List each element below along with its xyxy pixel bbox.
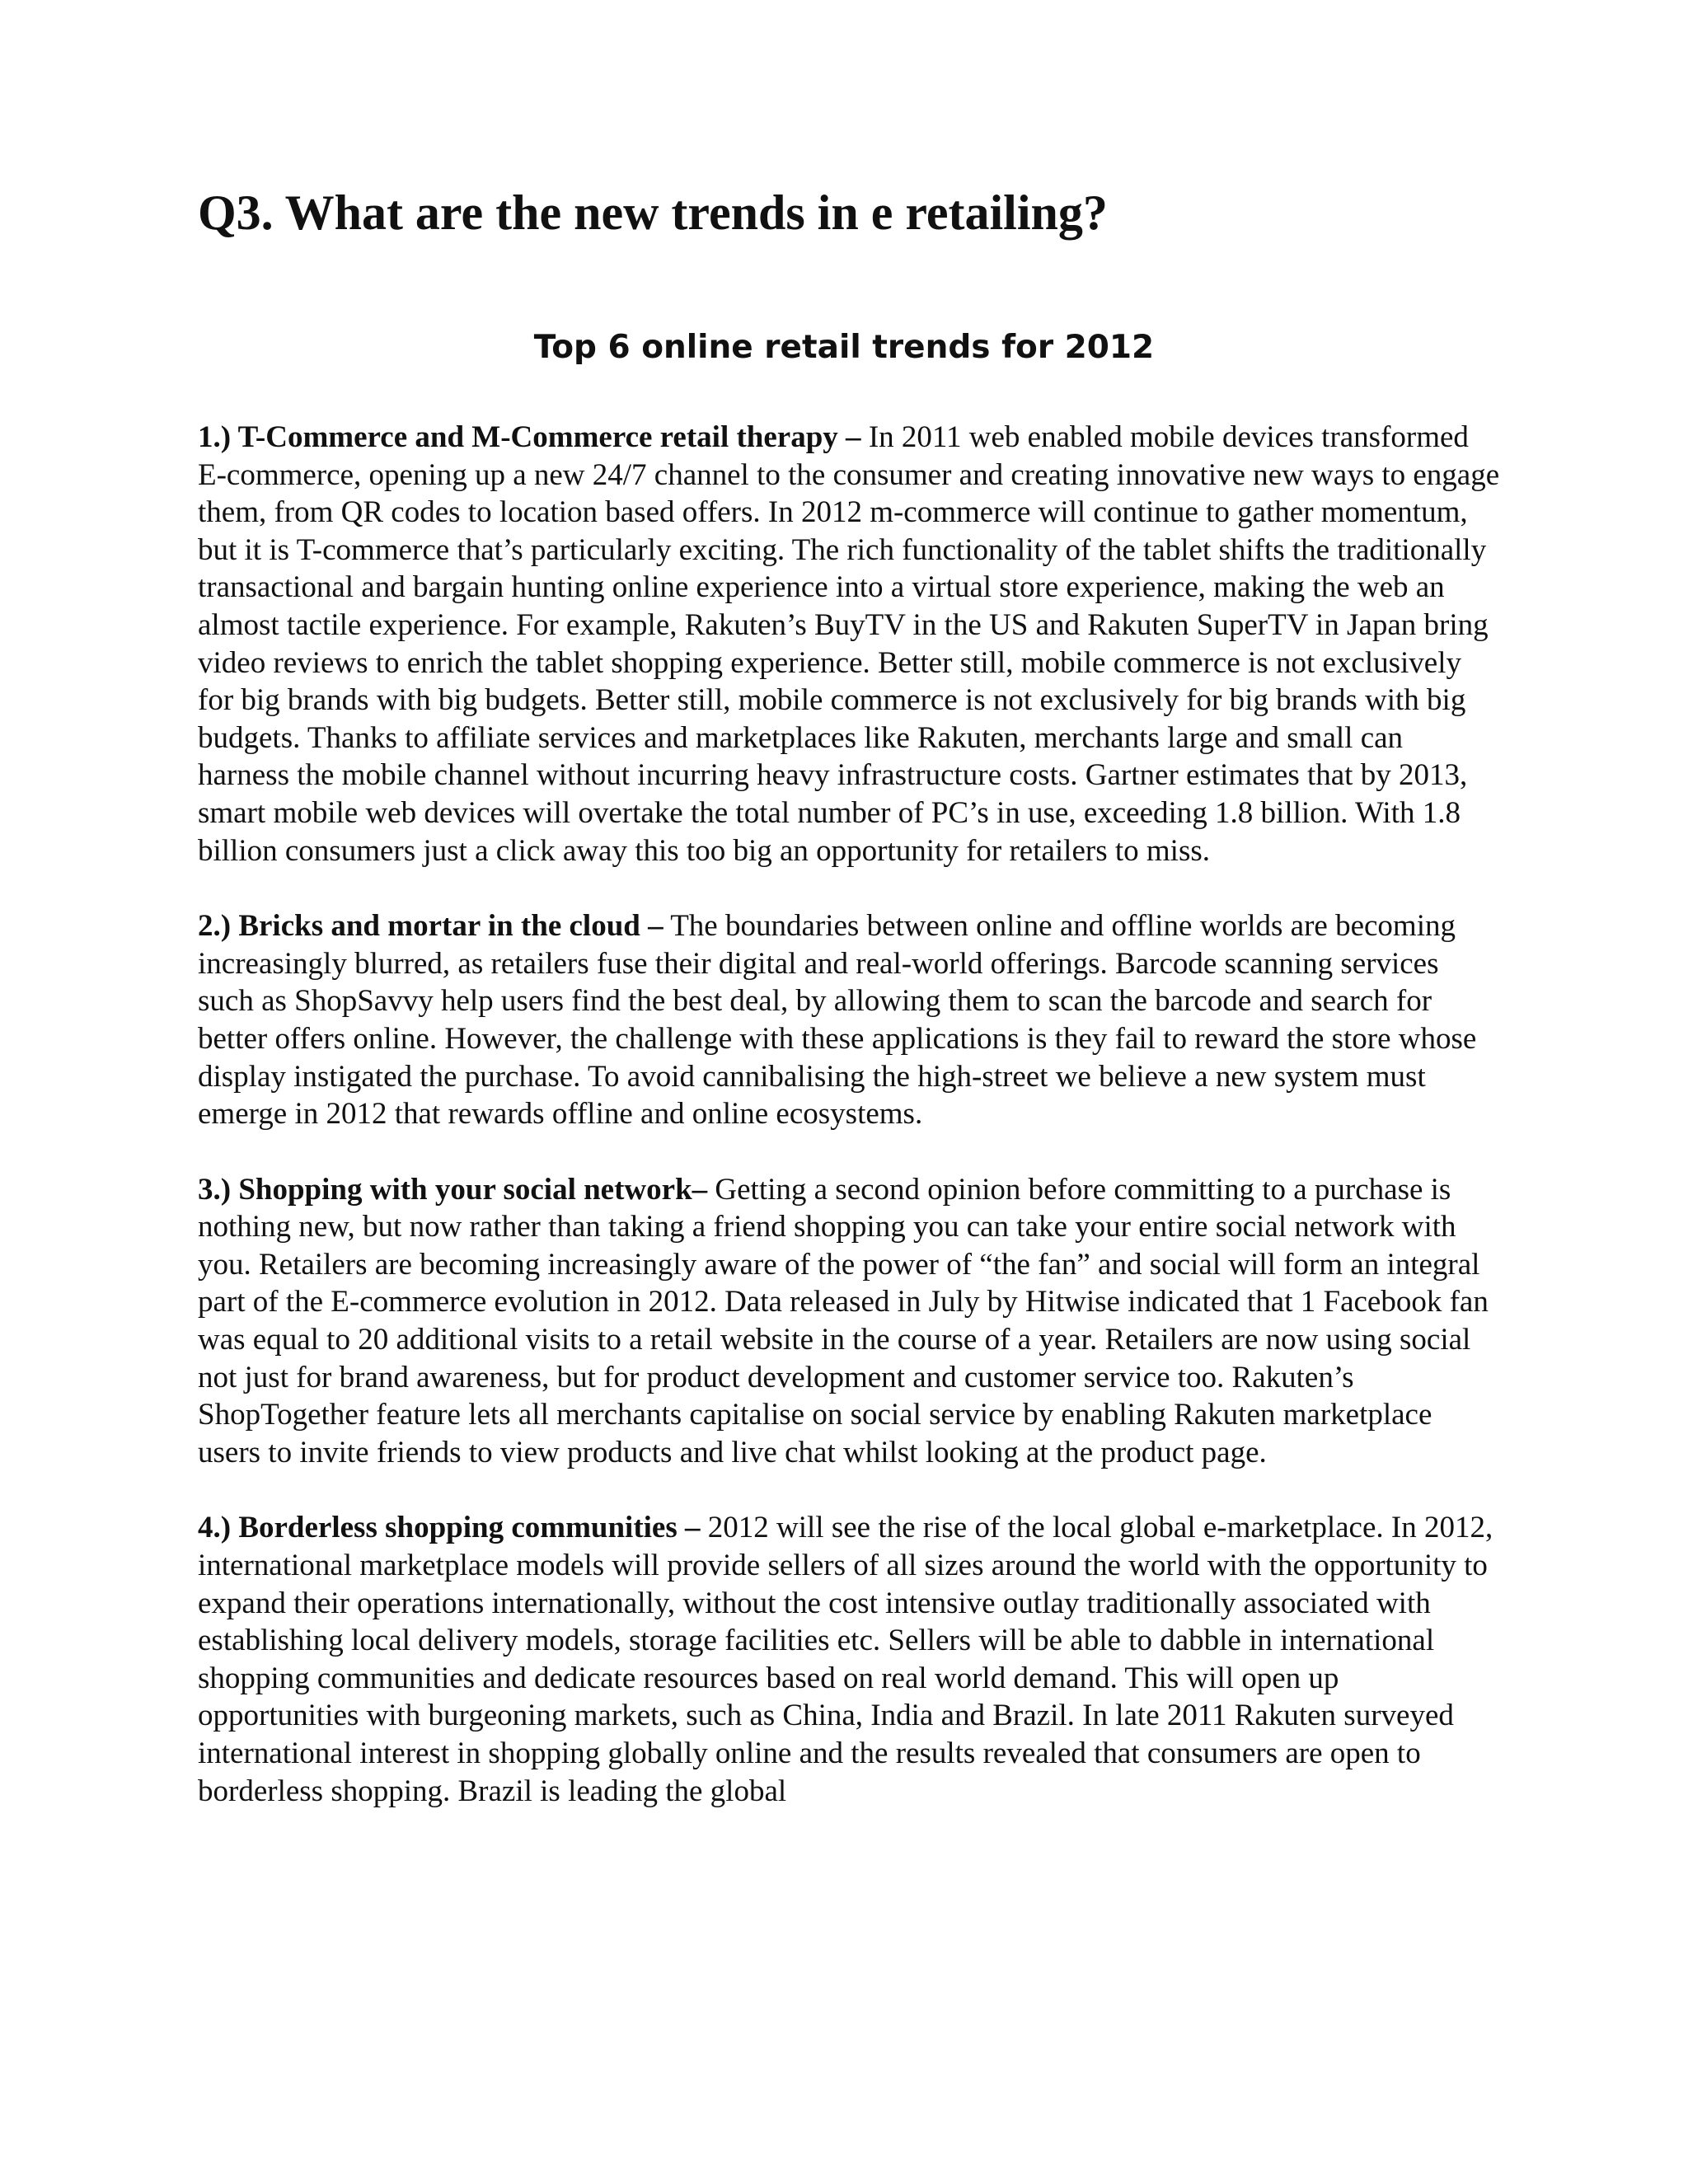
section-2-text: The boundaries between online and offline worlds are becoming increasingly blurred, as retailers fuse their digital and real-world offerings. Barcode scanning services such as ShopSavvy help users find the best deal, by allowing them to scan the barcode and search for better offers online. However, the challenge with these applications is they fail to reward the store whose display instigated the purchase. To avoid cannibalising the high-street we believe a new system must emerge in 2012 that rewards offline and online ecosystems.: [198, 909, 1477, 1132]
document-subtitle: Top 6 online retail trends for 2012: [533, 329, 1155, 366]
question-title: Q3. What are the new trends in e retailing?: [198, 185, 1108, 240]
section-4-text: 2012 will see the rise of the local global e-marketplace. In 2012, international marketplace models will provide sellers of all sizes around the world with the opportunity to expand their operations internationally, without the cost intensive outlay traditionally associated with establishing local delivery models, storage facilities etc. Sellers will be able to dabble in international shopping communities and dedicate resources based on real world demand. This will open up opportunities with burgeoning markets, such as China, India and Brazil. In late 2011 Rakuten surveyed international interest in shopping globally online and the results revealed that consumers are open to borderless shopping. Brazil is leading the global: [198, 1511, 1493, 1808]
section-2-paragraph: [198, 907, 1500, 1133]
section-3-text: Getting a second opinion before committing to a purchase is nothing new, but now rather than taking a friend shopping you can take your entire social network with you. Retailers are becoming increasingly aware of the power of “the fan” and social will form an integral part of the E-commerce evolution in 2012. Data released in July by Hitwise indicated that 1 Facebook fan was equal to 20 additional visits to a retail website in the course of a year. Retailers are now using social not just for brand awareness, but for product development and customer service too. Rakuten’s ShopTogether feature lets all merchants capitalise on social service by enabling Rakuten marketplace users to invite friends to view products and live chat whilst looking at the product page.: [198, 1172, 1489, 1469]
section-4-paragraph: [198, 1509, 1500, 1810]
section-3-paragraph: [198, 1171, 1500, 1472]
section-2-heading: 2.) Bricks and mortar in the cloud –: [198, 909, 663, 944]
section-1-heading: 1.) T-Commerce and M-Commerce retail therapy –: [198, 420, 861, 454]
section-3-heading: 3.) Shopping with your social network–: [198, 1172, 708, 1207]
section-4-heading: 4.) Borderless shopping communities –: [198, 1511, 701, 1545]
body-text: [198, 419, 1500, 1848]
section-1-text: In 2011 web enabled mobile devices transformed E-commerce, opening up a new 24/7 channel to the consumer and creating innovative new ways to engage them, from QR codes to location based offers. In 2012 m-commerce will continue to gather momentum, but it is T-commerce that’s particularly exciting. The rich functionality of the tablet shifts the traditionally transactional and bargain hunting online experience into a virtual store experience, making the web an almost tactile experience. For example, Rakuten’s BuyTV in the US and Rakuten SuperTV in Japan bring video reviews to enrich the tablet shopping experience. Better still, mobile commerce is not exclusively for big brands with big budgets. Better still, mobile commerce is not exclusively for big brands with big budgets. Thanks to affiliate services and marketplaces like Rakuten, merchants large and small can harness the mobile channel without incurring heavy infrastructure costs. Gartner estimates that by 2013, smart mobile web devices will overtake the total number of PC’s in use, exceeding 1.8 billion. With 1.8 billion consumers just a click away this too big an opportunity for retailers to miss.: [198, 420, 1500, 868]
section-1-paragraph: [198, 419, 1500, 869]
